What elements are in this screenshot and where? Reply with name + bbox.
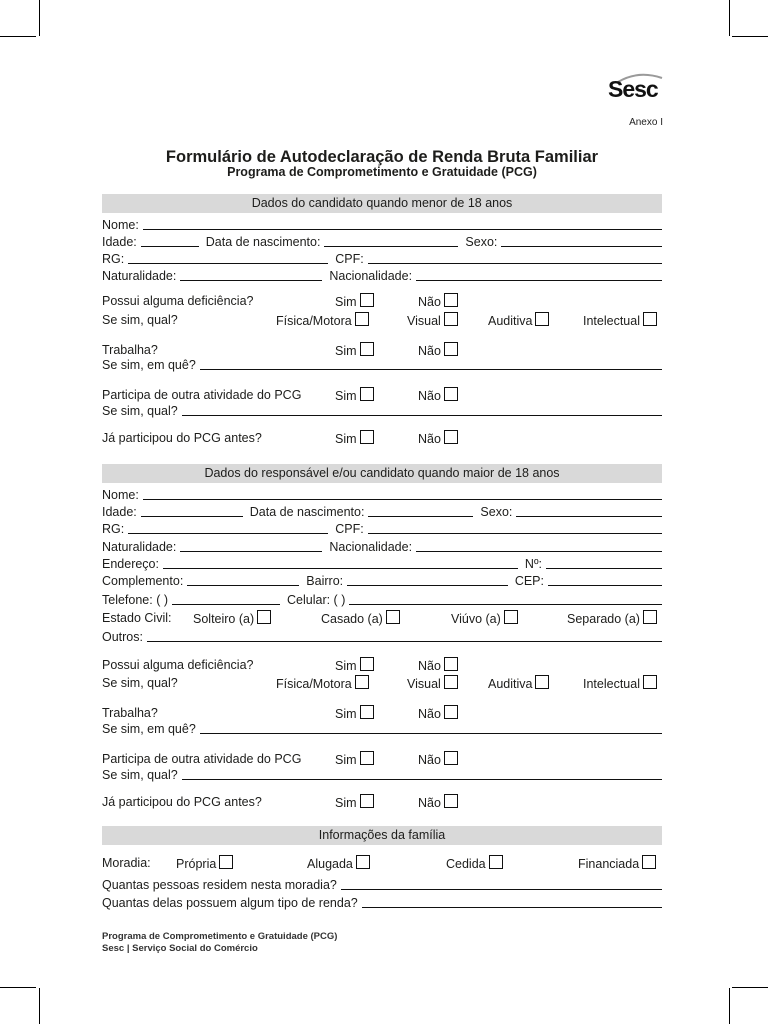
- label: Se sim, em quê?: [102, 722, 196, 736]
- s2-phone-row: [102, 590, 662, 607]
- checkbox[interactable]: [360, 705, 374, 719]
- option-nao[interactable]: Não: [418, 387, 458, 403]
- pcg-activity-question: Participa de outra atividade do PCG: [102, 752, 302, 766]
- option-sim[interactable]: Sim: [335, 293, 374, 309]
- s2-activity-row: [102, 765, 662, 782]
- address-field[interactable]: [163, 555, 518, 569]
- section-header-minor: Dados do candidato quando menor de 18 anos: [102, 194, 662, 213]
- checkbox[interactable]: [489, 855, 503, 869]
- label: Outros:: [102, 630, 143, 644]
- checkbox[interactable]: [504, 610, 518, 624]
- activity-field[interactable]: [182, 402, 662, 416]
- checkbox[interactable]: [360, 794, 374, 808]
- option-auditiva[interactable]: Auditiva: [488, 312, 549, 328]
- label: Data de nascimento:: [205, 235, 321, 249]
- section-header-adult: Dados do responsável e/ou candidato quando maior de 18 anos: [102, 464, 662, 483]
- checkbox[interactable]: [386, 610, 400, 624]
- checkbox[interactable]: [444, 705, 458, 719]
- residents-field[interactable]: [341, 876, 662, 890]
- works-question: Trabalha?: [102, 343, 158, 357]
- label: Nº:: [524, 557, 542, 571]
- checkbox[interactable]: [535, 675, 549, 689]
- option-sim[interactable]: Sim: [335, 751, 374, 767]
- option-fisica[interactable]: Física/Motora: [276, 312, 369, 328]
- which-disability-label: Se sim, qual?: [102, 676, 178, 690]
- label: Idade:: [102, 505, 137, 519]
- s1-idade-row: [102, 232, 662, 249]
- option-solteiro[interactable]: Solteiro (a): [193, 610, 271, 626]
- checkbox[interactable]: [360, 657, 374, 671]
- label: Se sim, em quê?: [102, 358, 196, 372]
- nationality-field[interactable]: [416, 267, 662, 281]
- checkbox[interactable]: [643, 610, 657, 624]
- option-sim[interactable]: Sim: [335, 430, 374, 446]
- label: Se sim, qual?: [102, 768, 178, 782]
- label: Nome:: [102, 218, 139, 232]
- option-nao[interactable]: Não: [418, 705, 458, 721]
- pcg-activity-question: Participa de outra atividade do PCG: [102, 388, 302, 402]
- option-auditiva[interactable]: Auditiva: [488, 675, 549, 691]
- label: Bairro:: [306, 574, 344, 588]
- s1-work-row: [102, 355, 662, 372]
- name-field[interactable]: [143, 486, 662, 500]
- cellphone-field[interactable]: [349, 591, 662, 605]
- option-intelectual[interactable]: Intelectual: [583, 312, 657, 328]
- checkbox[interactable]: [643, 675, 657, 689]
- option-sim[interactable]: Sim: [335, 705, 374, 721]
- form-subtitle: Programa de Comprometimento e Gratuidade (PCG): [227, 165, 537, 179]
- disability-question: Possui alguma deficiência?: [102, 294, 254, 308]
- cpf-field[interactable]: [368, 250, 662, 264]
- birthplace-field[interactable]: [180, 267, 322, 281]
- s2-compl-row: [102, 571, 662, 588]
- option-visual[interactable]: Visual: [407, 312, 458, 328]
- crop-mark: [39, 988, 40, 1024]
- option-nao[interactable]: Não: [418, 794, 458, 810]
- label: Naturalidade:: [102, 269, 177, 283]
- section-header-family: Informações da família: [102, 826, 662, 845]
- logo-text: Sesc: [608, 76, 658, 102]
- option-separado[interactable]: Separado (a): [567, 610, 657, 626]
- option-sim[interactable]: Sim: [335, 387, 374, 403]
- option-nao[interactable]: Não: [418, 657, 458, 673]
- s2-natural-row: [102, 537, 662, 554]
- label: RG:: [102, 522, 125, 536]
- complement-field[interactable]: [187, 572, 299, 586]
- crop-mark: [732, 36, 768, 37]
- label: CPF:: [335, 252, 364, 266]
- age-field[interactable]: [141, 503, 243, 517]
- housing-label: Moradia:: [102, 856, 151, 870]
- checkbox[interactable]: [355, 312, 369, 326]
- crop-mark: [0, 987, 36, 988]
- pcg-before-question: Já participou do PCG antes?: [102, 795, 262, 809]
- checkbox[interactable]: [360, 751, 374, 765]
- option-visual[interactable]: Visual: [407, 675, 458, 691]
- checkbox[interactable]: [535, 312, 549, 326]
- label: Telefone: ( ): [102, 593, 169, 607]
- label: Quantas delas possuem algum tipo de renda?: [102, 896, 358, 910]
- s1-name-row: [102, 215, 662, 232]
- birthplace-field[interactable]: [180, 538, 322, 552]
- label: CEP:: [514, 574, 544, 588]
- checkbox[interactable]: [444, 675, 458, 689]
- sex-field[interactable]: [516, 503, 662, 517]
- disability-question: Possui alguma deficiência?: [102, 658, 254, 672]
- checkbox[interactable]: [360, 430, 374, 444]
- phone-field[interactable]: [172, 591, 280, 605]
- option-cedida[interactable]: Cedida: [446, 855, 503, 871]
- option-sim[interactable]: Sim: [335, 657, 374, 673]
- birthdate-field[interactable]: [368, 503, 473, 517]
- label: Celular: ( ): [287, 593, 346, 607]
- option-sim[interactable]: Sim: [335, 342, 374, 358]
- label: Quantas pessoas residem nesta moradia?: [102, 878, 337, 892]
- sex-field[interactable]: [501, 233, 662, 247]
- label: Nacionalidade:: [329, 269, 413, 283]
- district-field[interactable]: [347, 572, 508, 586]
- option-financiada[interactable]: Financiada: [578, 855, 656, 871]
- s2-outros-row: [102, 627, 662, 644]
- checkbox[interactable]: [444, 293, 458, 307]
- checkbox[interactable]: [360, 342, 374, 356]
- label: Sexo:: [465, 235, 498, 249]
- crop-mark: [729, 0, 730, 36]
- checkbox[interactable]: [444, 794, 458, 808]
- work-field[interactable]: [200, 720, 662, 734]
- birthdate-field[interactable]: [324, 233, 458, 247]
- option-propria[interactable]: Própria: [176, 855, 233, 871]
- checkbox[interactable]: [257, 610, 271, 624]
- checkbox[interactable]: [219, 855, 233, 869]
- label: Idade:: [102, 235, 137, 249]
- label: CPF:: [335, 522, 364, 536]
- label: Sexo:: [480, 505, 513, 519]
- nationality-field[interactable]: [416, 538, 662, 552]
- checkbox[interactable]: [360, 293, 374, 307]
- option-casado[interactable]: Casado (a): [321, 610, 400, 626]
- checkbox[interactable]: [444, 430, 458, 444]
- label: Se sim, qual?: [102, 404, 178, 418]
- option-nao[interactable]: Não: [418, 430, 458, 446]
- rg-field[interactable]: [128, 250, 328, 264]
- activity-field[interactable]: [182, 766, 662, 780]
- option-sim[interactable]: Sim: [335, 794, 374, 810]
- s2-rg-row: [102, 519, 662, 536]
- label: Data de nascimento:: [249, 505, 365, 519]
- label: Endereço:: [102, 557, 159, 571]
- option-alugada[interactable]: Alugada: [307, 855, 370, 871]
- rg-field[interactable]: [128, 520, 328, 534]
- pcg-before-question: Já participou do PCG antes?: [102, 431, 262, 445]
- checkbox[interactable]: [355, 675, 369, 689]
- option-nao[interactable]: Não: [418, 293, 458, 309]
- label: RG:: [102, 252, 125, 266]
- label: Nome:: [102, 488, 139, 502]
- option-nao[interactable]: Não: [418, 342, 458, 358]
- checkbox[interactable]: [444, 342, 458, 356]
- checkbox[interactable]: [642, 855, 656, 869]
- work-field[interactable]: [200, 356, 662, 370]
- checkbox[interactable]: [444, 312, 458, 326]
- cpf-field[interactable]: [368, 520, 662, 534]
- s1-rg-row: [102, 249, 662, 266]
- s1-activity-row: [102, 401, 662, 418]
- option-intelectual[interactable]: Intelectual: [583, 675, 657, 691]
- checkbox[interactable]: [444, 751, 458, 765]
- checkbox[interactable]: [444, 657, 458, 671]
- footer: [102, 931, 337, 955]
- number-field[interactable]: [546, 555, 662, 569]
- age-field[interactable]: [141, 233, 199, 247]
- crop-mark: [732, 987, 768, 988]
- annex-label: Anexo I: [629, 117, 663, 128]
- income-earners-field[interactable]: [362, 894, 662, 908]
- crop-mark: [0, 36, 36, 37]
- s2-name-row: [102, 485, 662, 502]
- others-field[interactable]: [147, 628, 662, 642]
- cep-field[interactable]: [548, 572, 662, 586]
- label: Naturalidade:: [102, 540, 177, 554]
- marital-status-label: Estado Civil:: [102, 611, 172, 625]
- s3-income-row: [102, 893, 662, 910]
- s2-idade-row: [102, 502, 662, 519]
- option-viuvo[interactable]: Viúvo (a): [451, 610, 518, 626]
- checkbox[interactable]: [360, 387, 374, 401]
- option-fisica[interactable]: Física/Motora: [276, 675, 369, 691]
- form-title: Formulário de Autodeclaração de Renda Bruta Familiar: [165, 148, 599, 166]
- which-disability-label: Se sim, qual?: [102, 313, 178, 327]
- crop-mark: [729, 988, 730, 1024]
- s2-address-row: [102, 554, 662, 571]
- label: Complemento:: [102, 574, 184, 588]
- sesc-logo: [608, 70, 664, 104]
- footer-line-1: Programa de Comprometimento e Gratuidade (PCG): [102, 931, 338, 942]
- name-field[interactable]: [143, 216, 662, 230]
- checkbox[interactable]: [356, 855, 370, 869]
- checkbox[interactable]: [444, 387, 458, 401]
- crop-mark: [39, 0, 40, 36]
- option-nao[interactable]: Não: [418, 751, 458, 767]
- checkbox[interactable]: [643, 312, 657, 326]
- works-question: Trabalha?: [102, 706, 158, 720]
- label: Nacionalidade:: [329, 540, 413, 554]
- s2-work-row: [102, 719, 662, 736]
- s1-natural-row: [102, 266, 662, 283]
- s3-residents-row: [102, 875, 662, 892]
- footer-line-2: Sesc | Serviço Social do Comércio: [102, 943, 258, 954]
